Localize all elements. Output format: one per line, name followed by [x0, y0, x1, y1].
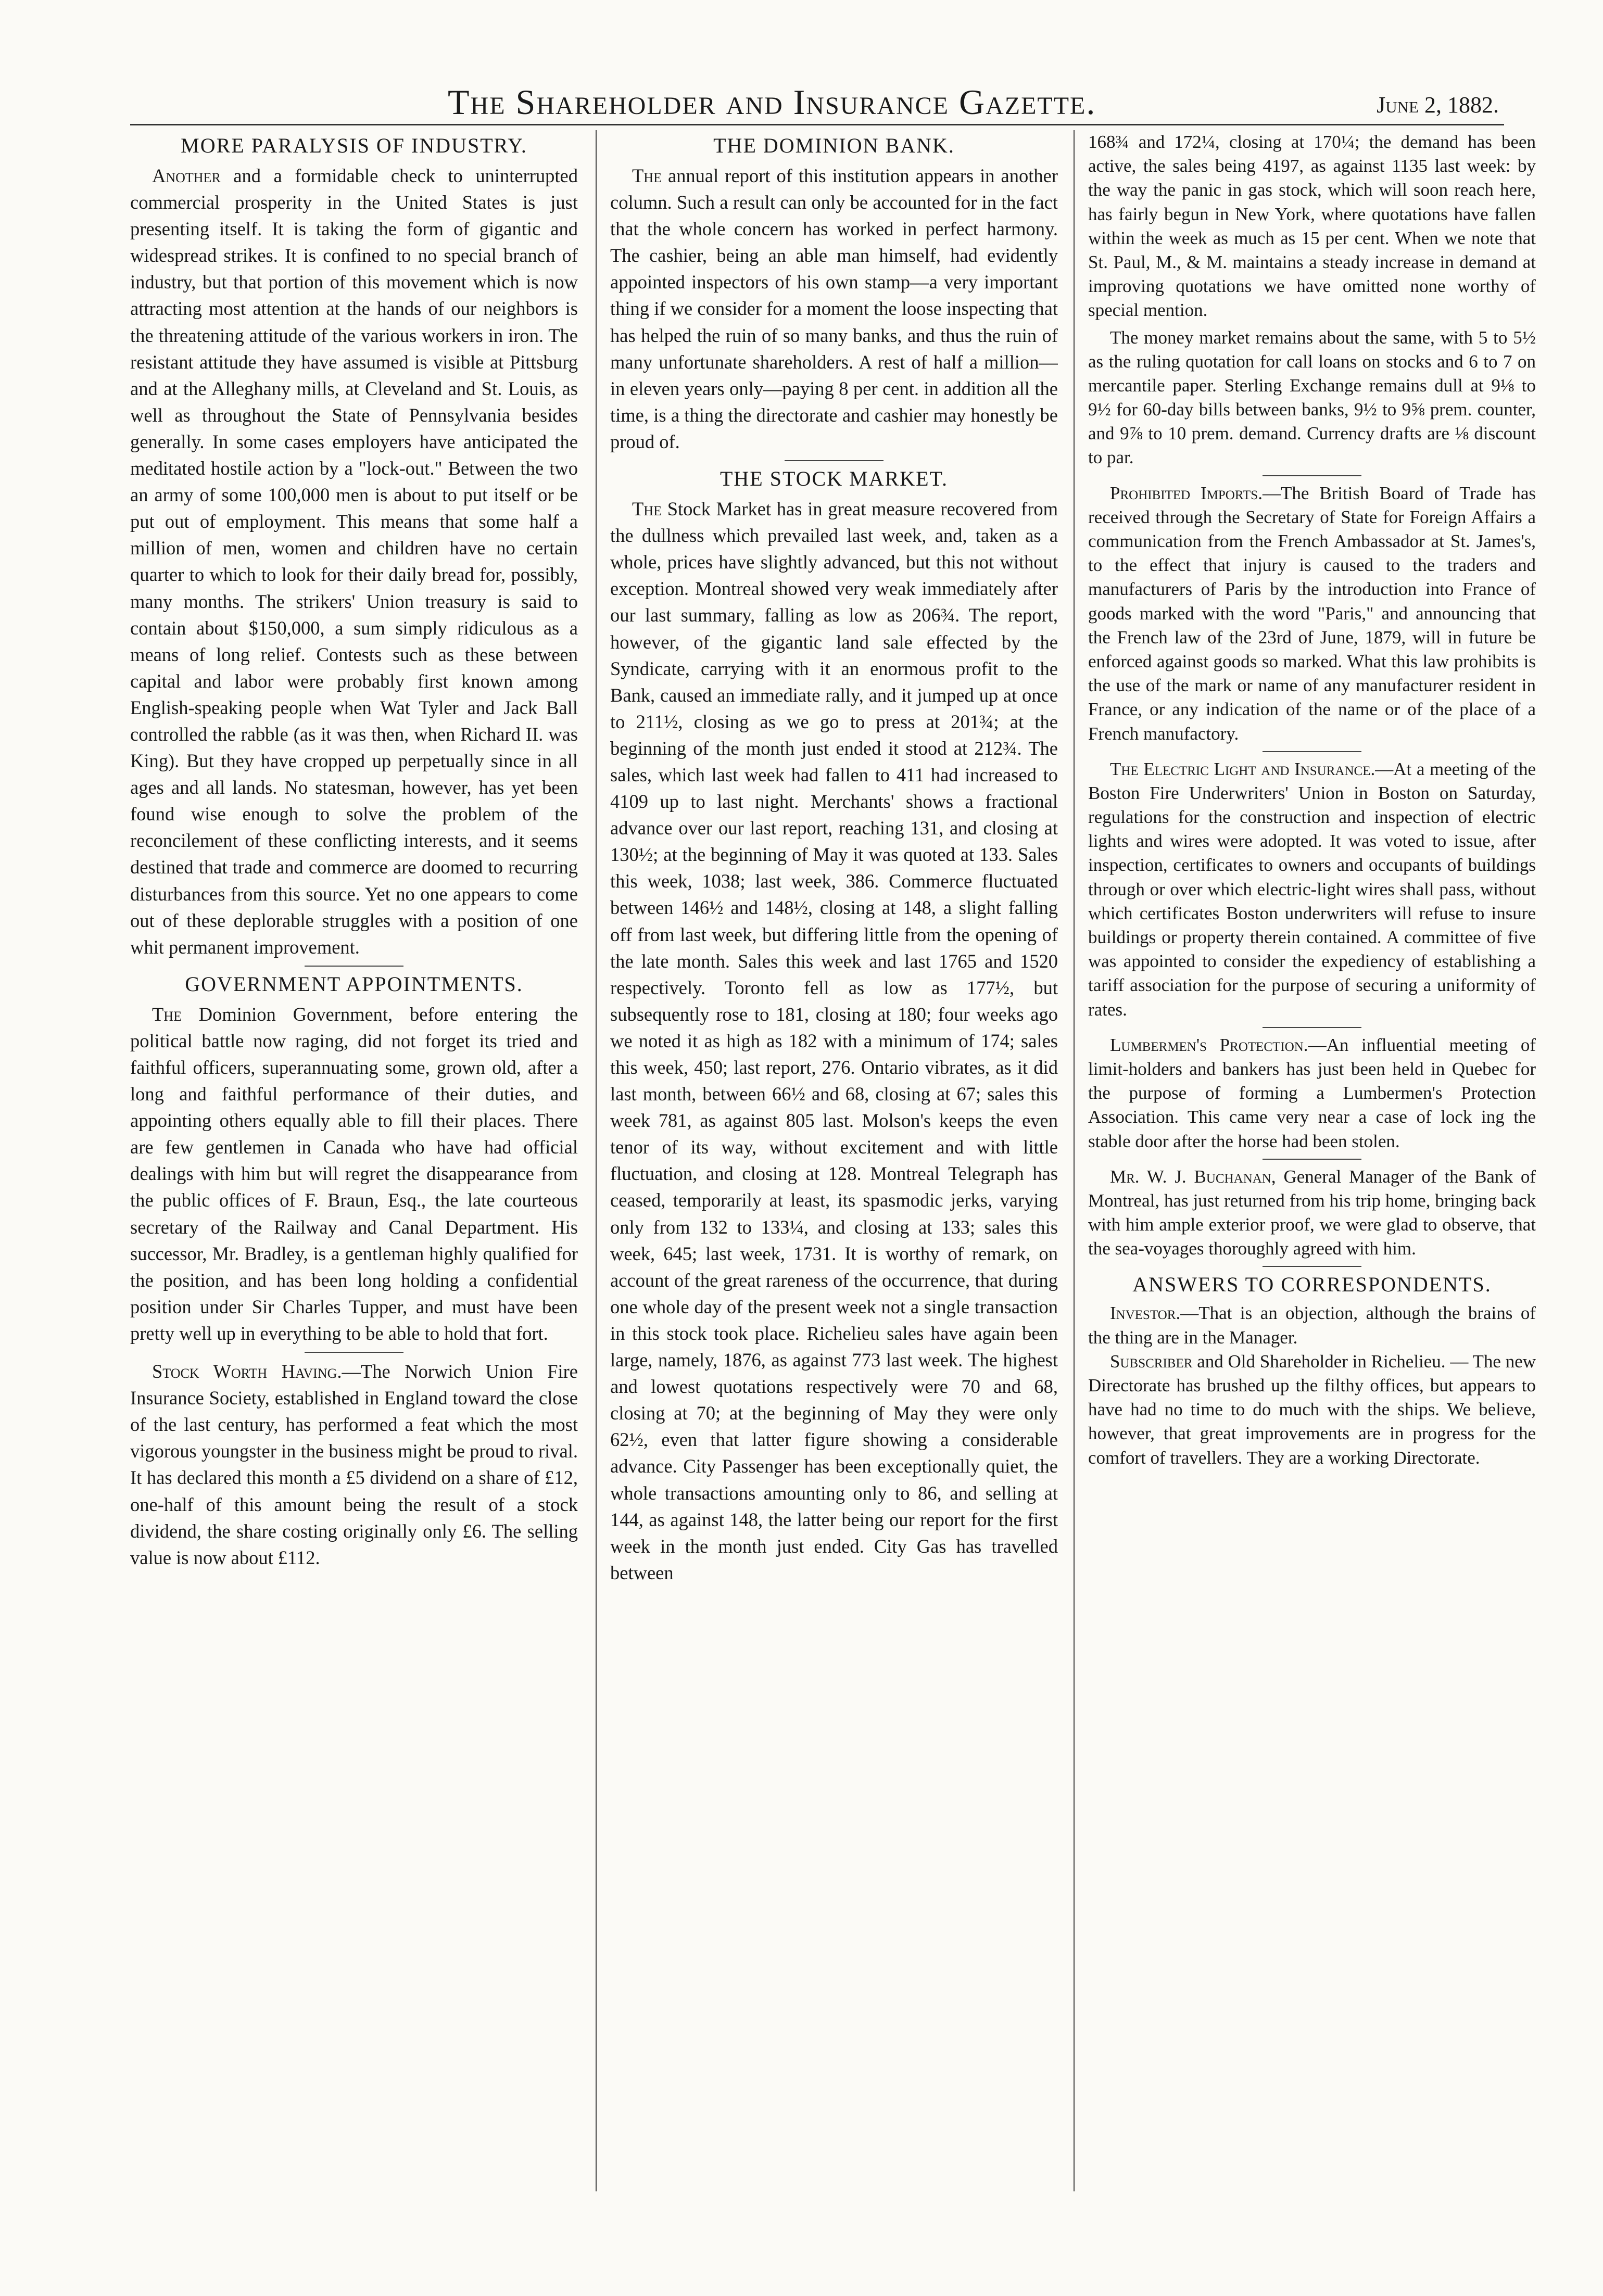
- article-lead: Mr. W. J. Buchanan,: [1110, 1166, 1276, 1187]
- article-lead: Stock Worth Having.: [152, 1361, 342, 1382]
- article-body: [1088, 1033, 1536, 1153]
- article-text: The money market remains about the same, with 5 to 5½ as the ruling quotation for call loans on stocks and 6 to 7 on mercantile paper. Sterling Exchange remains dull at 9⅛ to 9½ for 60-day bills between banks, 9½ to 9⅝ prem. counter, and 9⅞ to 10 prem. demand. Currency drafts are ⅛ discount to par.: [1088, 327, 1536, 468]
- article-more-paralysis: [130, 133, 578, 960]
- article-body: [130, 1001, 578, 1347]
- article-text: annual report of this institution appears in another column. Such a result can only be accounted for in the fact that the whole concern has worked in perfect harmony. The cashier, being an able man himself, had evidently appointed inspectors of his own stamp—a very important thing if we consider for a moment the loose inspecting that has helped the ruin of so many banks, and thus the ruin of many unfortunate shareholders. A rest of half a million—in eleven years only—paying 8 per cent. in addition all the time, is a thing the directorate and cashier may honestly be proud of.: [610, 165, 1058, 452]
- article-separator: [1263, 1159, 1361, 1160]
- article-money-market: [1088, 326, 1536, 470]
- article-lead: The: [632, 498, 662, 520]
- article-text: 168¾ and 172¼, closing at 170¼; the demand has been active, the sales being 4197, as against 1135 last week: by the way the panic in gas stock, which will soon reach here, has fairly begun in New York, where quotations have fallen within the week as much as 15 per cent. When we note that St. Paul, M., & M. maintains a steady increase in demand at improving quotations we have omitted none worthy of special mention.: [1088, 132, 1536, 321]
- column-1: [130, 130, 578, 2191]
- article-lead: Subscriber: [1110, 1351, 1193, 1372]
- column-divider: [596, 130, 597, 2191]
- publication-title: The Shareholder and Insurance Gazette.: [448, 82, 1096, 122]
- columns: [130, 130, 1536, 2186]
- article-text: Dominion Government, before entering the political battle now raging, did not forget its tried and faithful officers, superannuating some, grown old, after a long and faithful performance of their duties, and appointing others equally able to fill their places. There are few gentlemen in Canada who have had official dealings with him but will regret the disappearance from the public offices of F. Braun, Esq., the late courteous secretary of the Railway and Canal Department. His successor, Mr. Bradley, is a gentleman highly qualified for the position, and has been long holding a confidential position under Sir Charles Tupper, and must have been pretty well up in everything to be able to hold that fort.: [130, 1003, 578, 1344]
- masthead-rule: [130, 124, 1504, 125]
- article-lead: The: [632, 165, 662, 186]
- article-text: —That is an objection, although the brains of the thing are in the Manager.: [1088, 1303, 1536, 1348]
- column-divider: [1074, 130, 1075, 2191]
- article-stock-market-continued: [1088, 130, 1536, 323]
- article-separator: [1263, 1266, 1361, 1267]
- article-body: [1088, 1165, 1536, 1261]
- article-answers-to-correspondents: [1088, 1272, 1536, 1469]
- article-body: [130, 1358, 578, 1571]
- article-text: General Manager of the Bank of Montreal, has just returned from his trip home, bringing back with him ample exterior proof, we were glad to observe, that the sea-voyages thoroughly agreed with him.: [1088, 1166, 1536, 1259]
- article-electric-light: [1088, 757, 1536, 1022]
- article-text: Stock Market has in great measure recovered from the dullness which prevailed last week, and, taken as a whole, prices have slightly advanced, but this not without exception. Montreal showed very weak immediately after our last summary, falling as low as 206¾. The report, however, of the gigantic land sale effected by the Syndicate, carrying with it an enormous profit to the Bank, caused an immediate rally, and it jumped up at once to 211½, closing as we go to press at 201¾; at the beginning of the month just ended it stood at 212¾. The sales, which last week had fallen to 411 had increased to 4109 up to last night. Merchants' shows a fractional advance over our last report, reaching 131, and closing at 130½; at the beginning of May it was quoted at 133. Sales this week, 1038; last week, 386. Commerce fluctuated between 146½ and 148½, closing at 148, a slight falling off from last week, but differing little from the opening of the late month. Sales this week and last 1765 and 1520 respectively. Toronto fell as low as 177½, but subsequently rose to 181, closing at 180; four weeks ago we noted it as high as 182 with a minimum of 174; sales this week, 450; last report, 276. Ontario vibrates, as it did last month, between 66½ and 68, closing at 67; sales this week 781, as against 805 last. Molson's keeps the even tenor of its way, without excitement and with little fluctuation, and closing at 128. Montreal Telegraph has ceased, temporarily at least, its spasmodic jerks, varying only from 132 to 133¼, and closing at 133; sales this week, 645; last week, 1731. It is worthy of remark, on account of the great rareness of the occurrence, that during one whole day of the present week not a single transaction in this stock took place. Richelieu sales have again been large, namely, 1876, as against 773 last week. The highest and lowest quotations respectively were 70 and 68, closing at 70; at the beginning of May they were only 62½, even that latter figure showing a considerable advance. City Passenger has been exceptionally quiet, the whole transactions amounting only to 86, and selling at 144, as against 148, the latter being our report for the first week in the month just ended. City Gas has travelled between: [610, 498, 1058, 1583]
- article-government-appointments: [130, 972, 578, 1347]
- article-body: [1088, 130, 1536, 323]
- article-text: —At a meeting of the Boston Fire Underwriters' Union in Boston on Saturday, regulations for the construction and inspection of electric lights and wires were adopted. It was voted to issue, after inspection, certificates to owners and occupants of buildings through or over which electric-light wires shall pass, without which certificates Boston underwriters will refuse to insure buildings or property therein contained. A committee of five was appointed to consider the expediency of establishing a tariff association for the purpose of securing a uniformity of rates.: [1088, 758, 1536, 1020]
- article-text: and Old Shareholder in Richelieu. — The new Directorate has brushed up the filthy offices, but appears to have had no time to do much with the ships. We believe, however, that great improvements are in progress for the comfort of travellers. They are a working Directorate.: [1088, 1351, 1536, 1468]
- article-heading: THE STOCK MARKET.: [720, 467, 949, 491]
- article-separator: [1263, 751, 1361, 752]
- article-text: and a formidable check to uninterrupted commercial prosperity in the United States is just presenting itself. It is taking the form of gigantic and widespread strikes. It is confined to no special branch of industry, but that portion of this movement which is now attracting most attention at the hands of our neighbors is the threatening attitude of the various workers in iron. The resistant attitude they have assumed is visible at Pittsburg and at the Alleghany mills, at Cleveland and St. Louis, as well as throughout the State of Pennsylvania besides generally. In some cases employers have anticipated the meditated hostile action by a "lock-out." Between the two an army of some 100,000 men is about to put itself or be put out of employment. This means that some half a million of men, women and children have no certain quarter to which to look for their daily bread for, possibly, many months. The strikers' Union treasury is said to contain about $150,000, a sum simply ridiculous as a means of long relief. Contests such as these between capital and labor were probably first known among English-speaking people when Wat Tyler and Jack Ball controlled the rabble (as it was then, when Richard II. was King). But they have cropped up perpetually since in all ages and all lands. No statesman, however, has yet been found wise enough to solve the problem of the reconcilement of these conflicting interests, and it seems destined that trade and commerce are doomed to recurring disturbances from this source. Yet no one appears to come out of these deplorable struggles with a position of one whit permanent improvement.: [130, 165, 578, 958]
- column-3: [1088, 130, 1536, 2191]
- article-lead: Investor.: [1110, 1303, 1181, 1324]
- article-lead: Another: [152, 165, 221, 186]
- article-body: [1088, 1301, 1536, 1349]
- article-stock-worth-having: [130, 1358, 578, 1571]
- article-heading: THE DOMINION BANK.: [713, 134, 955, 157]
- article-body: [610, 162, 1058, 455]
- article-lead: Lumbermen's Protection.: [1110, 1034, 1308, 1055]
- article-lead: The: [152, 1003, 182, 1025]
- article-stock-market: [610, 466, 1058, 1586]
- article-buchanan: [1088, 1165, 1536, 1261]
- article-text: —An influential meeting of limit-holders and bankers has just been held in Quebec for the purpose of forming a Lumbermen's Protection Association. This came very near a case of lock ing the stable door after the horse had been stolen.: [1088, 1034, 1536, 1151]
- article-body: [1088, 326, 1536, 470]
- article-heading: ANSWERS TO CORRESPONDENTS.: [1132, 1273, 1492, 1297]
- article-heading: MORE PARALYSIS OF INDUSTRY.: [181, 134, 527, 157]
- article-body: [130, 162, 578, 960]
- article-body: [1088, 481, 1536, 746]
- article-separator: [785, 460, 883, 461]
- article-heading: GOVERNMENT APPOINTMENTS.: [185, 972, 523, 996]
- article-lead: The Electric Light and Insurance.: [1110, 758, 1375, 779]
- article-body: [1088, 757, 1536, 1022]
- article-separator: [1263, 475, 1361, 476]
- article-body: [1088, 1350, 1536, 1470]
- article-text: —The British Board of Trade has received through the Secretary of State for Foreign Affairs a communication from the French Ambassador at St. James's, to the effect that injury is caused to the traders and manufacturers of Paris by the introduction into France of goods marked with the word "Paris," and announcing that the French law of the 23rd of June, 1879, will in future be enforced against goods so marked. What this law prohibits is the use of the mark or name of any manufacturer resident in France, or any indication of the name or of the place of a French manufactory.: [1088, 483, 1536, 744]
- article-text: —The Norwich Union Fire Insurance Society, established in England toward the close of the last century, has performed a feat which the most vigorous youngster in the business might be proud to rival. It has declared this month a £5 dividend on a share of £12, one-half of this amount being the result of a stock dividend, the share costing originally only £6. The selling value is now about £112.: [130, 1361, 578, 1568]
- article-separator: [305, 1352, 403, 1353]
- masthead: [135, 62, 1499, 120]
- article-separator: [305, 966, 403, 967]
- article-lead: Prohibited Imports.: [1110, 483, 1263, 503]
- article-body: [610, 496, 1058, 1586]
- article-prohibited-imports: [1088, 481, 1536, 746]
- article-lumbermens-protection: [1088, 1033, 1536, 1153]
- article-separator: [1263, 1027, 1361, 1028]
- article-dominion-bank: [610, 133, 1058, 455]
- column-2: [610, 130, 1058, 2191]
- issue-date: June 2, 1882.: [1377, 92, 1499, 118]
